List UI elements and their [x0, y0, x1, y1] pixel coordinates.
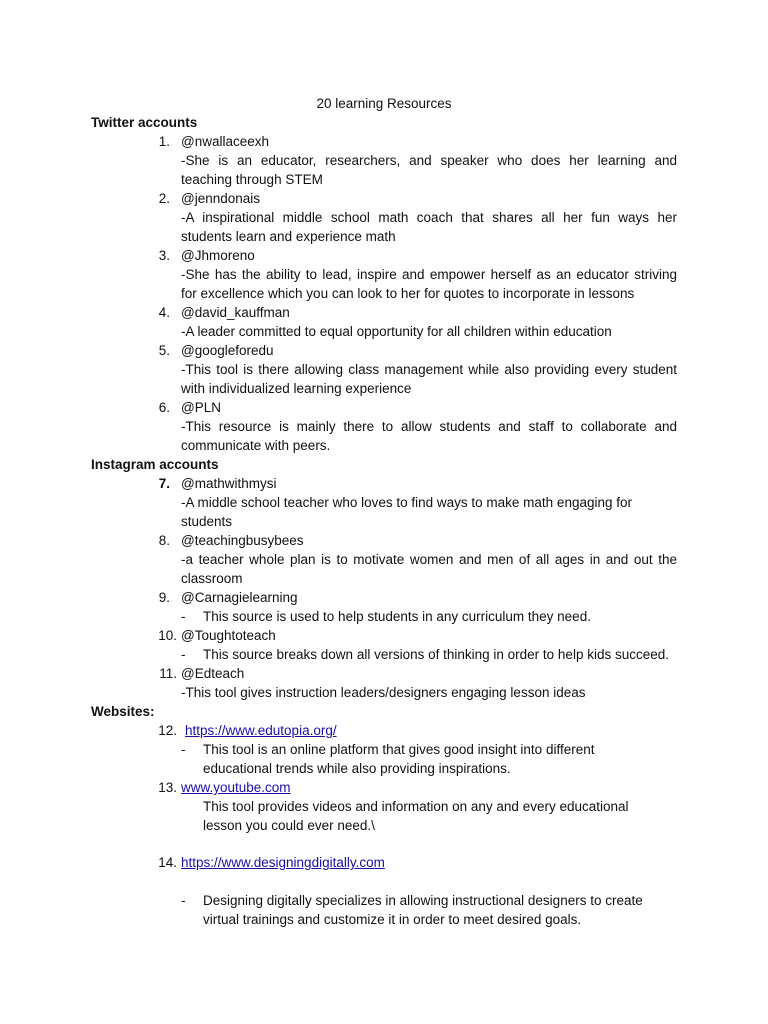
item-number: 9. — [158, 590, 170, 605]
twitter-handle: @googleforedu — [181, 343, 274, 358]
item-number: 4. — [158, 305, 170, 320]
twitter-handle: @Jhmoreno — [181, 248, 255, 263]
item-description: -A middle school teacher who loves to find ways to make math engaging for — [181, 495, 632, 510]
instagram-handle: @Toughtoteach — [181, 628, 276, 643]
item-description: students learn and experience math — [181, 229, 396, 244]
twitter-handle: @david_kauffman — [181, 305, 290, 320]
item-number: 8. — [158, 533, 170, 548]
item-number: 14. — [158, 855, 177, 870]
item-description: This tool is an online platform that gives good insight into different — [203, 742, 595, 757]
item-number: 7. — [158, 476, 170, 491]
website-link-edutopia[interactable]: https://www.edutopia.org/ — [185, 723, 337, 738]
item-description: -She is an educator, researchers, and speaker who does her learning and — [181, 153, 677, 168]
section-heading-twitter: Twitter accounts — [91, 115, 198, 130]
item-description: virtual trainings and customize it in order to meet desired goals. — [203, 912, 582, 927]
item-number: 3. — [158, 248, 170, 263]
item-description: for excellence which you can look to her for quotes to incorporate in lessons — [181, 286, 635, 301]
section-heading-instagram: Instagram accounts — [91, 457, 219, 472]
instagram-handle: @Edteach — [181, 666, 245, 681]
instagram-handle: @Carnagielearning — [181, 590, 298, 605]
item-description: -This resource is mainly there to allow students and staff to collaborate and — [181, 419, 677, 434]
item-number: 12. — [158, 723, 177, 738]
instagram-handle: @mathwithmysi — [181, 476, 277, 491]
item-description: -a teacher whole plan is to motivate women and men of all ages in and out the — [181, 552, 677, 567]
item-description: -This tool gives instruction leaders/designers engaging lesson ideas — [181, 685, 586, 700]
item-number: 13. — [158, 780, 177, 795]
section-heading-websites: Websites: — [91, 704, 155, 719]
item-description: lesson you could ever need.\ — [203, 818, 375, 833]
item-description: students — [181, 514, 233, 529]
item-description: -A inspirational middle school math coach that shares all her fun ways her — [181, 210, 677, 225]
item-description: -This tool is there allowing class management while also providing every student — [181, 362, 677, 377]
item-description: educational trends while also providing inspirations. — [203, 761, 511, 776]
item-number: 10. — [158, 628, 177, 643]
bullet-dash: - — [181, 893, 186, 908]
item-description: -A leader committed to equal opportunity for all children within education — [181, 324, 612, 339]
item-number: 11. — [159, 666, 177, 681]
item-number: 6. — [158, 400, 170, 415]
item-number: 5. — [158, 343, 170, 358]
item-description: with individualized learning experience — [181, 381, 412, 396]
bullet-dash: - — [181, 742, 186, 757]
website-link-youtube[interactable]: www.youtube.com — [181, 780, 291, 795]
item-description: classroom — [181, 571, 243, 586]
item-description: This source breaks down all versions of thinking in order to help kids succeed. — [203, 647, 669, 662]
twitter-handle: @PLN — [181, 400, 221, 415]
item-description: Designing digitally specializes in allowing instructional designers to create — [203, 893, 643, 908]
item-description: -She has the ability to lead, inspire and empower herself as an educator striving — [181, 267, 677, 282]
twitter-handle: @jenndonais — [181, 191, 261, 206]
item-description: This source is used to help students in any curriculum they need. — [203, 609, 591, 624]
bullet-dash: - — [181, 609, 186, 624]
website-link-designingdigitally[interactable]: https://www.designingdigitally.com — [181, 855, 385, 870]
item-description: This tool provides videos and information on any and every educational — [203, 799, 629, 814]
item-number: 1. — [158, 134, 170, 149]
twitter-handle: @nwallaceexh — [181, 134, 270, 149]
instagram-handle: @teachingbusybees — [181, 533, 304, 548]
item-description: teaching through STEM — [181, 172, 323, 187]
page-title: 20 learning Resources — [316, 96, 452, 111]
bullet-dash: - — [181, 647, 186, 662]
item-number: 2. — [158, 191, 170, 206]
item-description: communicate with peers. — [181, 438, 331, 453]
